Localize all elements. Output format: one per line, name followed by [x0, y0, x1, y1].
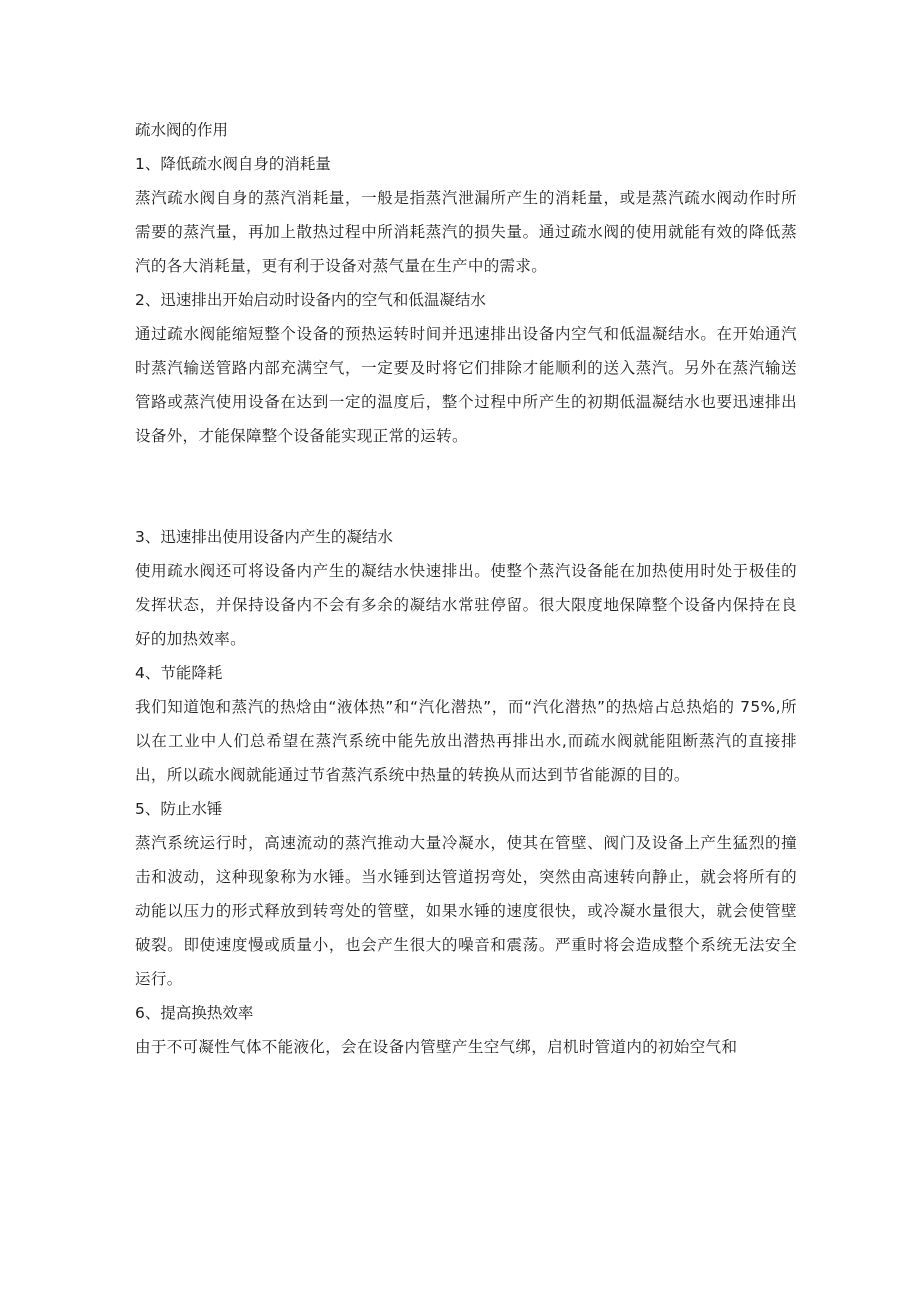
section-paragraph: 使用疏水阀还可将设备内产生的凝结水快速排出。使整个蒸汽设备能在加热使用时处于极佳的发挥状态，并保持设备内不会有多余的凝结水常驻停留。很大限度地保障整个设备内保持在良好的加热效率。: [135, 562, 797, 648]
document-body: [135, 113, 797, 1064]
section-5: [135, 792, 797, 996]
section-heading: 2、迅速排出开始启动时设备内的空气和低温凝结水: [135, 291, 486, 309]
section-paragraph: 蒸汽疏水阀自身的蒸汽消耗量，一般是指蒸汽泄漏所产生的消耗量，或是蒸汽疏水阀动作时所需要的蒸汽量，再加上散热过程中所消耗蒸汽的损失量。通过疏水阀的使用就能有效的降低蒸汽的各大消耗量，更有利于设备对蒸气量在生产中的需求。: [135, 189, 797, 275]
blank-space: [135, 453, 797, 520]
section-heading: 3、迅速排出使用设备内产生的凝结水: [135, 528, 393, 546]
section-heading: 4、节能降耗: [135, 664, 223, 682]
section-paragraph: 通过疏水阀能缩短整个设备的预热运转时间并迅速排出设备内空气和低温凝结水。在开始通汽时蒸汽输送管路内部充满空气，一定要及时将它们排除才能顺利的送入蒸汽。另外在蒸汽输送管路或蒸汽使用设备在达到一定的温度后，整个过程中所产生的初期低温凝结水也要迅速排出设备外，才能保障整个设备能实现正常的运转。: [135, 325, 797, 445]
section-paragraph: 由于不可凝性气体不能液化，会在设备内管壁产生空气绑，启机时管道内的初始空气和: [135, 1038, 738, 1056]
section-paragraph: 我们知道饱和蒸汽的热焓由“液体热”和“汽化潜热”，而“汽化潜热”的热焙占总热焰的 75%,所以在工业中人们总希望在蒸汽系统中能先放出潜热再排出水,而疏水阀就能阻断蒸汽的直接排出，所以疏水阀就能通过节省蒸汽系统中热量的转换从而达到节省能源的目的。: [135, 698, 797, 784]
section-4: [135, 656, 797, 792]
section-heading: 5、防止水锤: [135, 800, 223, 818]
document-title: 疏水阀的作用: [135, 121, 229, 139]
section-heading: 1、降低疏水阀自身的消耗量: [135, 155, 331, 173]
section-3: [135, 520, 797, 656]
section-heading: 6、提高换热效率: [135, 1004, 254, 1022]
section-1: [135, 147, 797, 283]
section-2: [135, 283, 797, 453]
section-6: [135, 996, 797, 1064]
section-paragraph: 蒸汽系统运行时，高速流动的蒸汽推动大量冷凝水，使其在管壁、阀门及设备上产生猛烈的撞击和波动，这种现象称为水锤。当水锤到达管道拐弯处，突然由高速转向静止，就会将所有的动能以压力的形式释放到转弯处的管壁，如果水锤的速度很快，或冷凝水量很大，就会使管壁破裂。即使速度慢或质量小，也会产生很大的噪音和震荡。严重时将会造成整个系统无法安全运行。: [135, 834, 797, 988]
